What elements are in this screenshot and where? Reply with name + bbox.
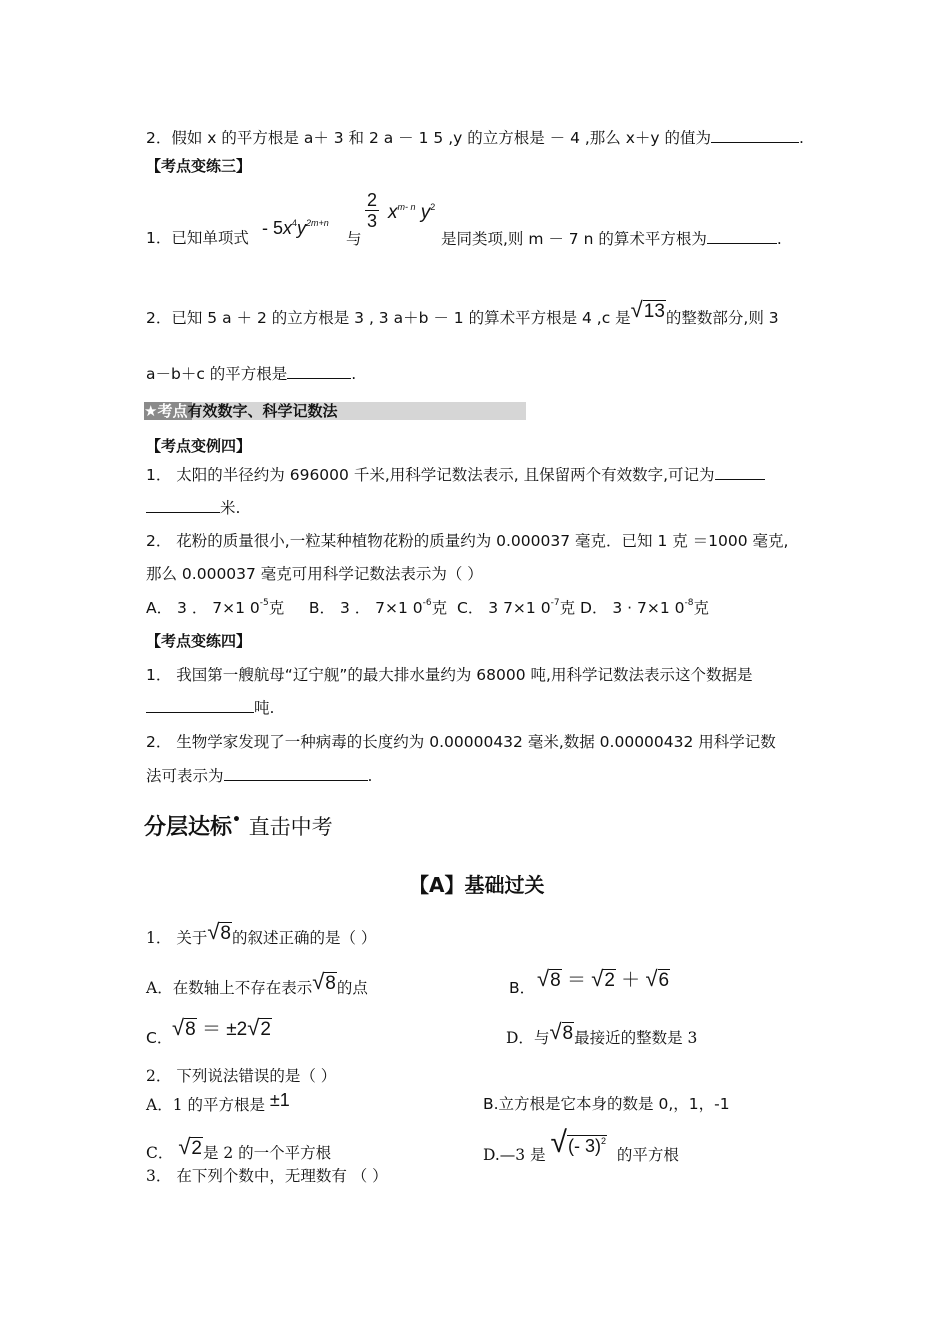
layer-heading: 分层达标• 直击中考 — [144, 812, 333, 840]
option-a[interactable]: A． 3 ． 7×1 $0^{-5}$克 — [146, 598, 285, 617]
conjunction: 与 — [346, 230, 362, 248]
sqrt-8: √8 — [207, 919, 231, 944]
quiz-q2-option-b[interactable]: B.立方根是它本身的数是 0,，1，-1 — [483, 1095, 730, 1113]
sqrt-13: √13 — [630, 297, 665, 322]
practice4-q2: 2． 生物学家发现了一种病毒的长度约为 0.00000432 毫米,数据 0.00000432 用科学记数 — [146, 733, 776, 751]
practice3-q2: 2．假如 x 的平方根是 a＋ 3 和 2 a － 1 5 ,y 的立方根是 － 4 ,那么 x＋y 的值为 . — [146, 129, 804, 147]
quiz-q2-option-c[interactable]: C． √2是 2 的一个平方根 — [146, 1134, 332, 1162]
quiz-q3: 3． 在下列个数中，无理数有 （ ） — [146, 1167, 388, 1185]
answer-blank[interactable] — [146, 698, 254, 713]
quiz-q1-option-c-label[interactable]: C． — [146, 1029, 173, 1047]
answer-blank[interactable] — [715, 465, 765, 480]
monomial-2 — [363, 190, 381, 231]
quiz-q1-option-b-label[interactable]: B． — [509, 979, 536, 997]
example4-q2: 2． 花粉的质量很小,一粒某种植物花粉的质量约为 0.000037 毫克．已知 1 克 ＝1000 毫克, — [146, 532, 789, 550]
practice3-q2b-line2: a－b＋c 的平方根是 . — [146, 365, 357, 383]
practice4-title: 【考点变练四】 — [146, 632, 252, 650]
sqrt-8: √8 — [549, 1019, 574, 1044]
section-heading: ★考点有效数字、科学记数法 — [144, 402, 338, 420]
quiz-q1-option-d[interactable]: D．与√8最接近的整数是 3 — [506, 1019, 698, 1047]
answer-blank[interactable] — [707, 229, 777, 244]
quiz-q1-option-a[interactable]: A．在数轴上不存在表示√8的点 — [146, 969, 368, 997]
answer-blank[interactable] — [224, 766, 368, 781]
practice3-q2b: 2．已知 5 a ＋ 2 的立方根是 3 , 3 a＋b － 1 的算术平方根是 4 ,c 是√13的整数部分,则 3 — [146, 297, 779, 327]
answer-blank[interactable] — [146, 498, 220, 513]
example4-q1-line2: 米. — [146, 498, 240, 518]
monomial-2-vars: $x^{m- n}$ $y^2$ — [388, 202, 436, 223]
practice4-q1-line2: 吨. — [146, 698, 274, 718]
sqrt-2: √2 — [178, 1134, 202, 1159]
example4-q2-line2: 那么 0.000037 毫克可用科学记数法表示为（ ） — [146, 565, 483, 583]
example4-q1: 1． 太阳的半径约为 696000 千米,用科学记数法表示, 且保留两个有效数字,可记为 — [146, 465, 765, 485]
monomial-1: - $5x^4y^{2m+n}$ — [262, 218, 329, 238]
level-a-title: 【A】基础过关 — [409, 873, 545, 897]
practice3-title: 【考点变练三】 — [146, 157, 252, 175]
sqrt-8: √8 — [537, 966, 561, 991]
sqrt-2: √2 — [247, 1015, 271, 1040]
quiz-q1-option-b-expr: √8 ＝ √2 ＋ √6 — [537, 966, 670, 991]
example4-q2-options — [146, 598, 709, 618]
option-d[interactable]: D． 3 · 7×1 $0^{-8}$克 — [580, 598, 710, 617]
fraction: $\frac{2}{3}$ — [367, 190, 378, 231]
sqrt-neg3-squared: √(- 3)$^2$ — [550, 1126, 607, 1159]
practice3-q1-post: 是同类项,则 m － 7 n 的算术平方根为 . — [441, 230, 782, 248]
option-c[interactable]: C． 3 7×1 $0^{-7}$克 — [457, 598, 576, 617]
quiz-q1-option-c-expr: √8 ＝ ±2√2 — [172, 1015, 271, 1040]
quiz-q2: 2． 下列说法错误的是（ ） — [146, 1067, 337, 1085]
option-b[interactable]: B． 3 ． 7×1 $0^{-6}$克 — [308, 598, 448, 617]
sqrt-8: √8 — [172, 1015, 196, 1040]
quiz-q1: 1． 关于√8的叙述正确的是（ ） — [146, 919, 377, 947]
quiz-q2-option-d[interactable]: D.—3 是 √(- 3)$^2$ 的平方根 — [483, 1126, 679, 1164]
answer-blank[interactable] — [287, 364, 351, 379]
practice3-q1: 1．已知单项式 — [146, 229, 249, 247]
example4-title: 【考点变例四】 — [146, 437, 252, 455]
answer-blank[interactable] — [711, 128, 799, 143]
sqrt-2: √2 — [591, 966, 615, 991]
sqrt-6: √6 — [645, 966, 670, 991]
sqrt-8: √8 — [312, 969, 336, 994]
practice4-q1: 1． 我国第一艘航母“辽宁舰”的最大排水量约为 68000 吨,用科学记数法表示这个数据是 — [146, 666, 753, 684]
quiz-q2-option-a[interactable]: A．1 的平方根是 ±1 — [146, 1090, 290, 1114]
practice4-q2-line2: 法可表示为 . — [146, 767, 373, 785]
